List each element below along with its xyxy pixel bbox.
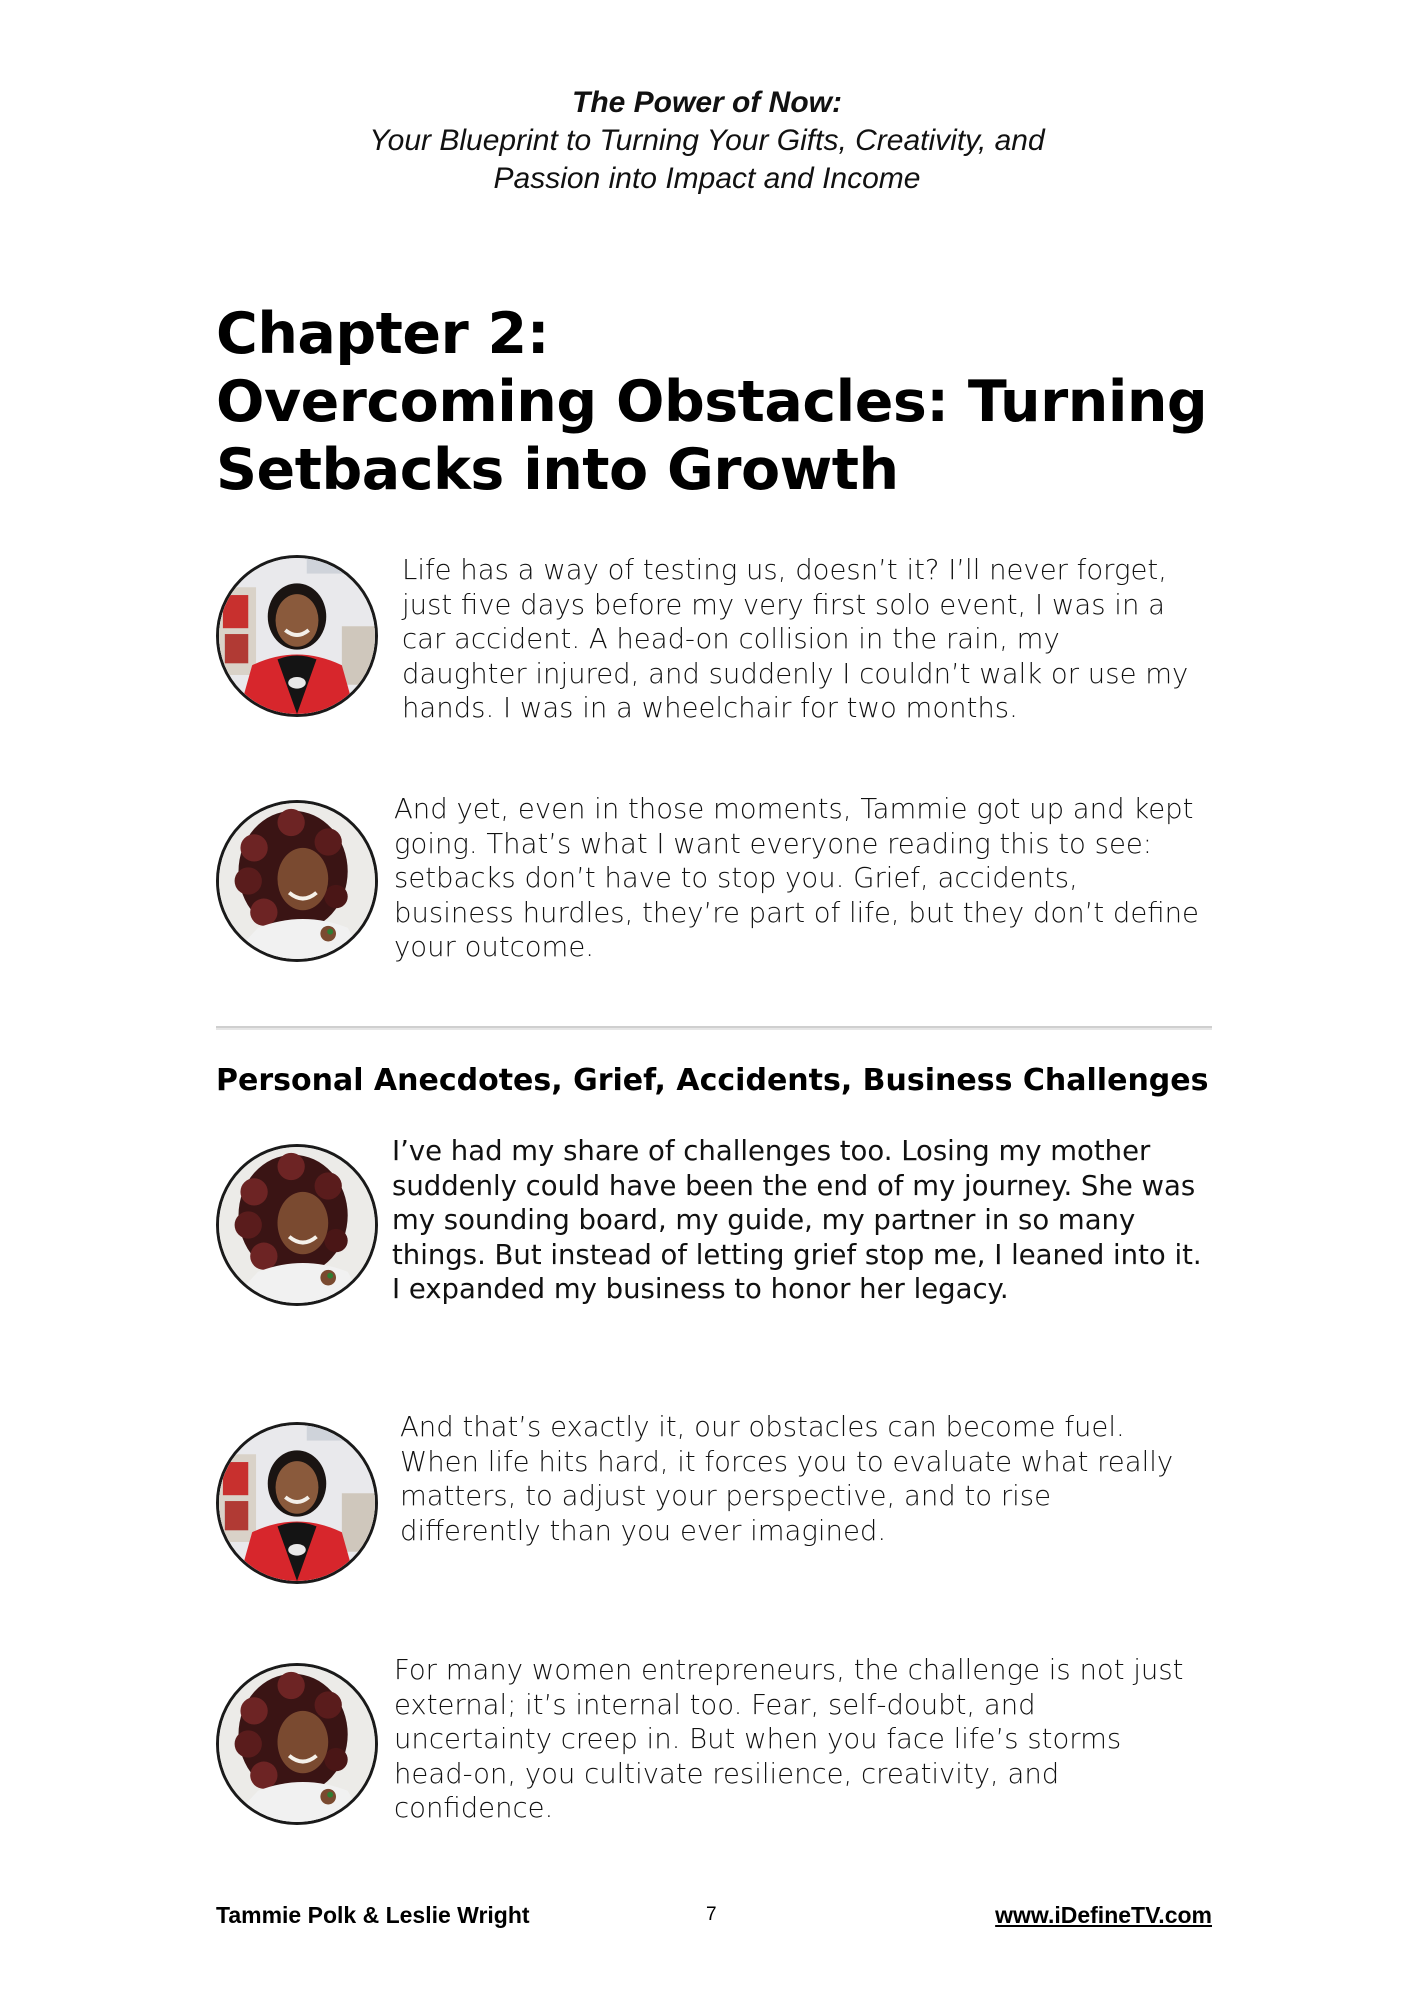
- dialogue-text: And that’s exactly it, our obstacles can become fuel. When life hits hard, it forces you to evaluate what really matters, to adjust your perspective, and to rise differently than you ever imagined.: [400, 1411, 1174, 1547]
- chapter-heading: [216, 300, 1216, 504]
- chapter-title-line-1: Overcoming Obstacles: Turning: [216, 369, 1208, 435]
- footer-website-link[interactable]: www.iDefineTV.com: [995, 1902, 1212, 1928]
- dialogue-text: For many women entrepreneurs, the challenge is not just external; it’s internal too. Fear, self-doubt, and uncertainty creep in. But when you face life’s storms head-on, you cultivate resilience, creativity, and confidence.: [394, 1654, 1184, 1824]
- page-number: 7: [706, 1904, 717, 1925]
- red-jacket-portrait-icon: [216, 555, 378, 717]
- section-divider: [216, 1026, 1212, 1030]
- dialogue-entry: [216, 1134, 1206, 1312]
- dialogue-entry: [216, 792, 1199, 972]
- footer-authors: Tammie Polk & Leslie Wright: [216, 1902, 530, 1928]
- page-footer: [216, 1900, 1212, 1930]
- dialogue-entry: [216, 1410, 1196, 1590]
- section-heading: Personal Anecdotes, Grief, Accidents, Business Challenges: [216, 1063, 1209, 1098]
- book-title: The Power of Now:: [572, 86, 842, 119]
- curly-hair-portrait-icon: [216, 1144, 378, 1306]
- chapter-number: Chapter 2:: [216, 301, 549, 367]
- curly-hair-portrait-icon: [216, 1663, 378, 1825]
- dialogue-entry: [216, 553, 1196, 733]
- red-jacket-portrait-icon: [216, 1422, 378, 1584]
- chapter-title-line-2: Setbacks into Growth: [216, 437, 899, 503]
- dialogue-text: Life has a way of testing us, doesn’t it? I’ll never forget, just five days before my very first solo event, I was in a car accident. A head-on collision in the rain, my daughter injured, and suddenly I couldn’t walk or use my hands. I was in a wheelchair for two months.: [402, 554, 1189, 724]
- book-subtitle: Your Blueprint to Turning Your Gifts, Creativity, and Passion into Impact and Income: [369, 124, 1045, 195]
- dialogue-text: And yet, even in those moments, Tammie got up and kept going. That’s what I want everyone reading this to see: setbacks don’t have to stop you. Grief, accidents, business hurdles, they’re part of life, but they don’t define your outcome.: [394, 793, 1199, 963]
- dialogue-entry: [216, 1653, 1196, 1843]
- curly-hair-portrait-icon: [216, 800, 378, 962]
- page-header: [0, 84, 1414, 198]
- dialogue-text: I’ve had my share of challenges too. Losing my mother suddenly could have been the end of my journey. She was my sounding board, my guide, my partner in so many things. But instead of letting grief stop me, I leaned into it. I expanded my business to honor her legacy.: [392, 1135, 1202, 1305]
